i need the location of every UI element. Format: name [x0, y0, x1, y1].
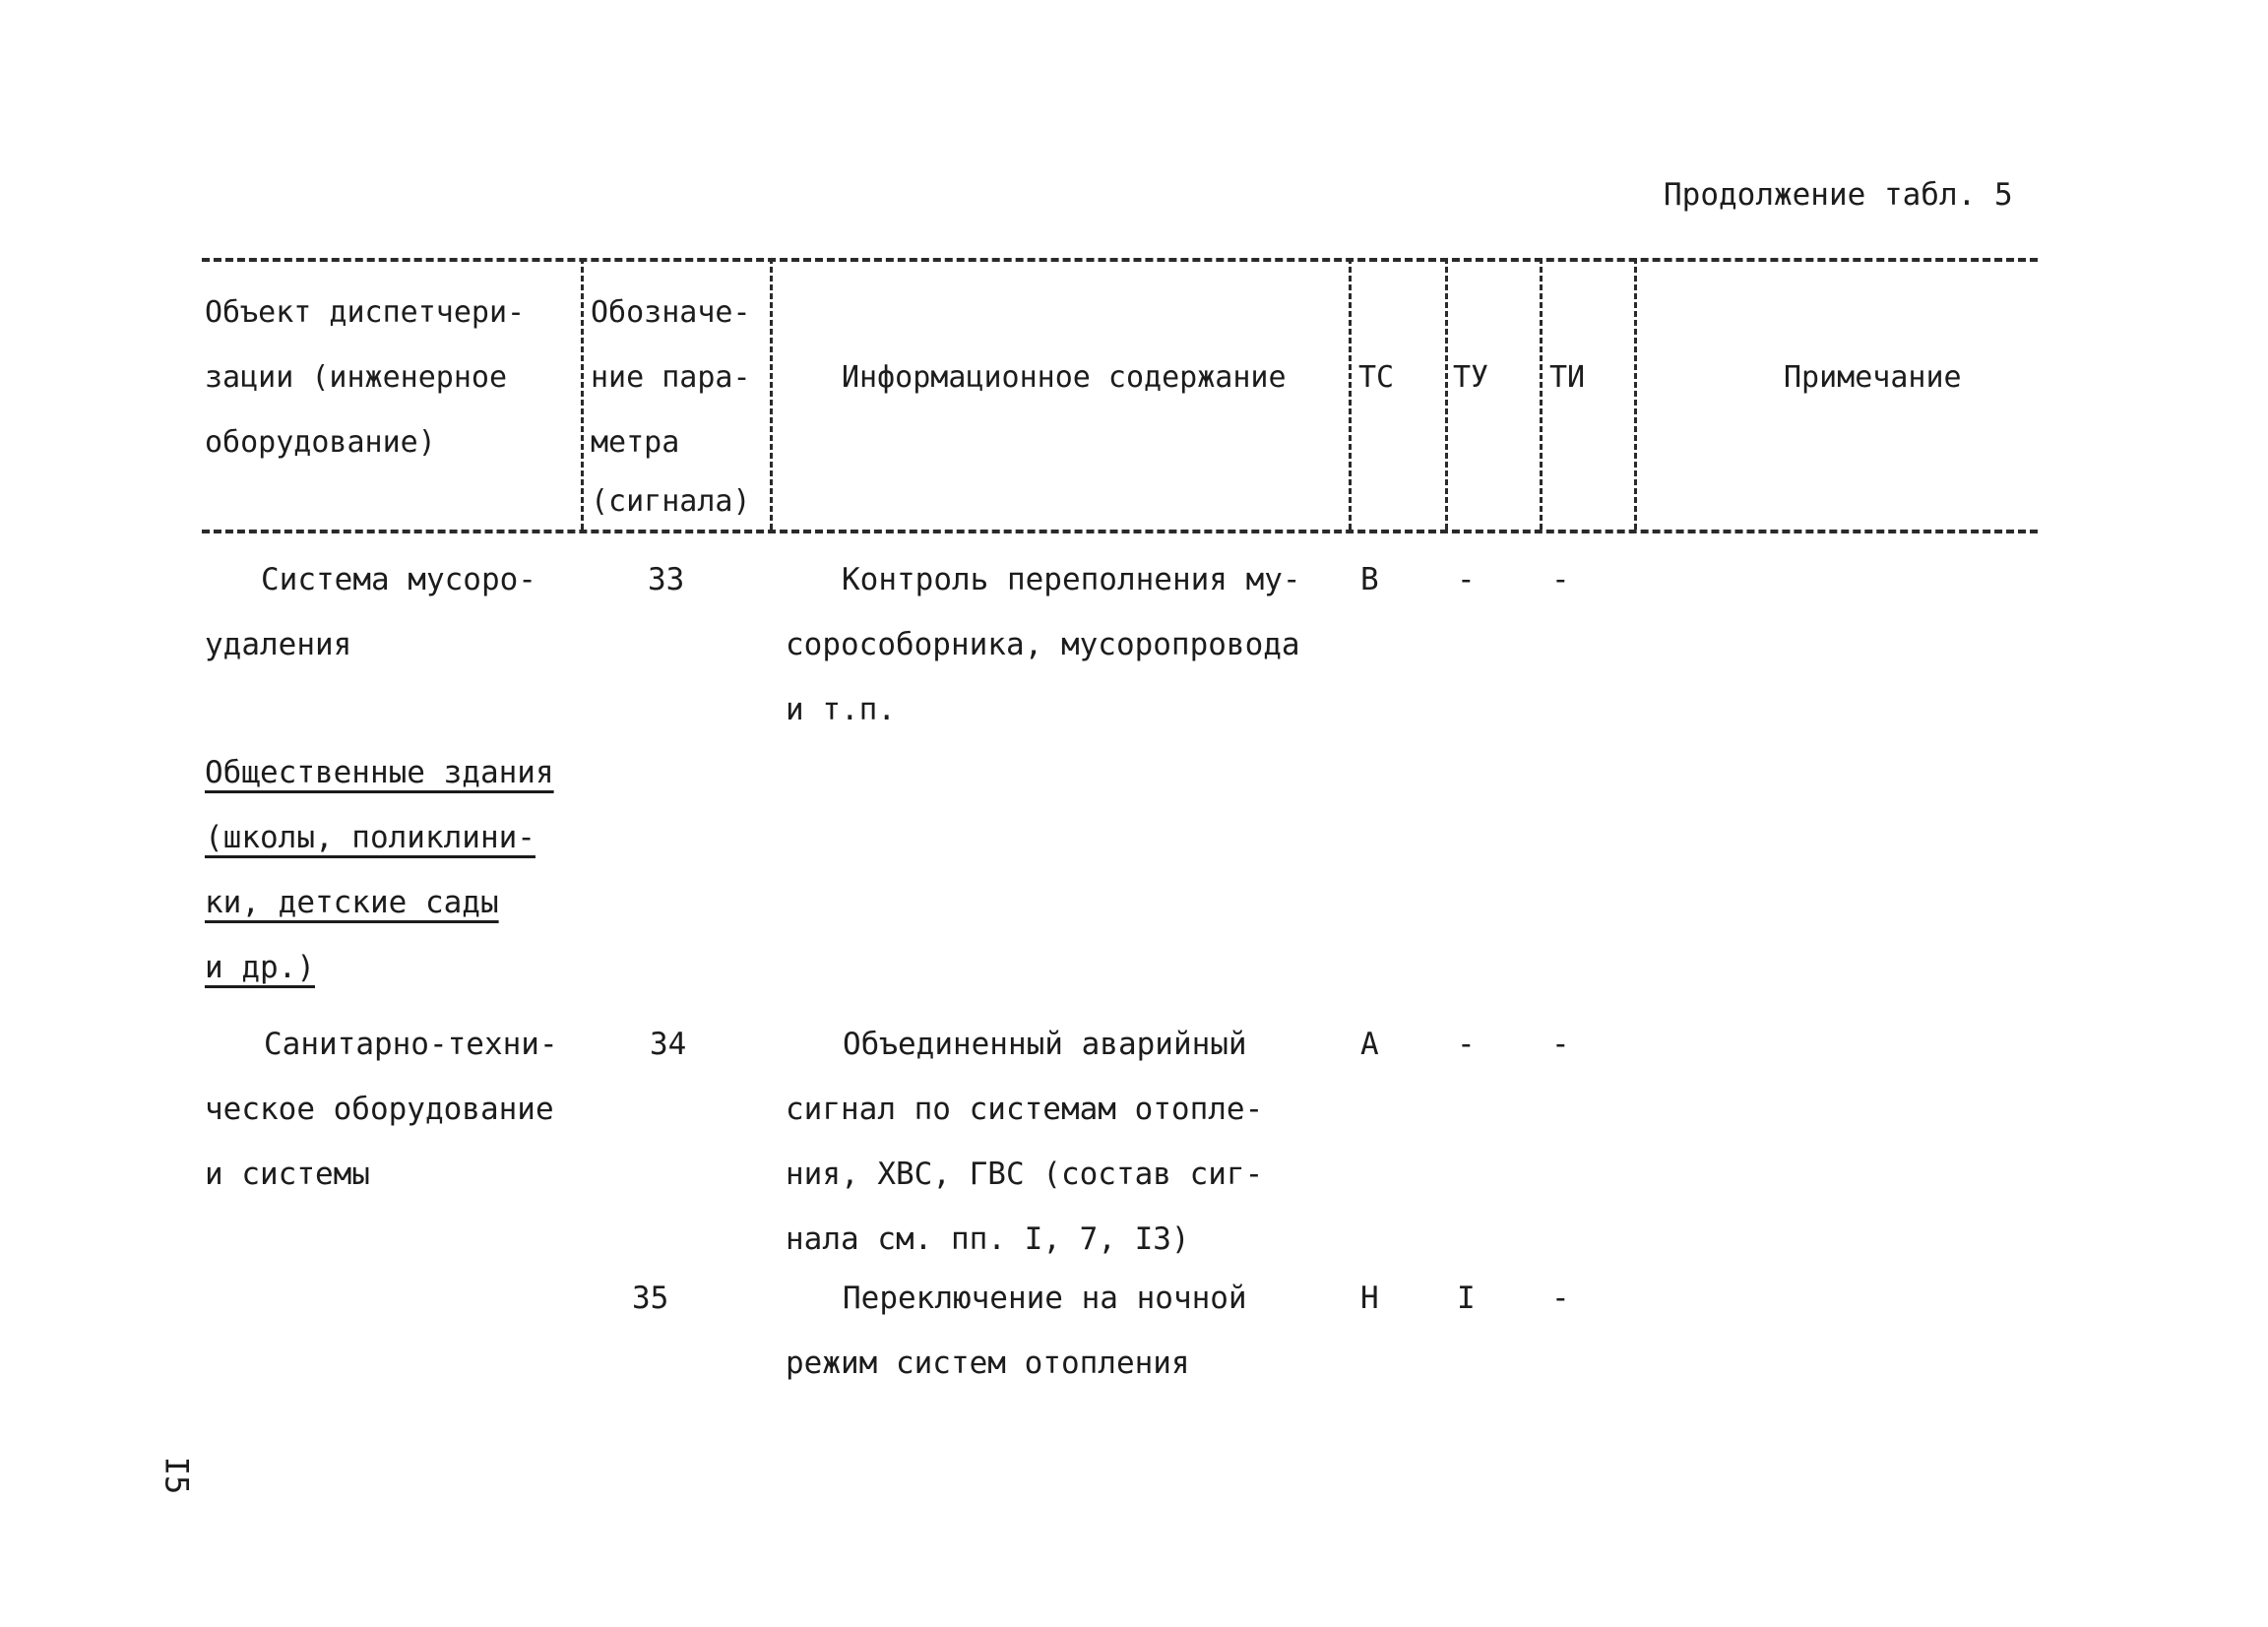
- row-designation: 33: [648, 562, 685, 597]
- row-tc: В: [1360, 562, 1379, 597]
- row-content-line: Переключение на ночной: [843, 1281, 1247, 1316]
- header-tu: ТУ: [1453, 360, 1489, 395]
- section-heading-line: (школы, поликлини-: [205, 820, 536, 855]
- row-tc: Н: [1360, 1281, 1379, 1316]
- row-object-line: ческое оборудование: [205, 1092, 554, 1127]
- row-object-line: удаления: [205, 627, 352, 662]
- row-ti: -: [1551, 562, 1570, 597]
- header-object-line: Объект диспетчери-: [205, 295, 526, 330]
- table-header-bottom-border: [202, 530, 2038, 533]
- header-object-line: зации (инженерное: [205, 360, 508, 395]
- header-content: Информационное содержание: [842, 360, 1287, 395]
- continuation-label: Продолжение табл. 5: [1664, 177, 2013, 213]
- row-content-line: режим систем отопления: [786, 1345, 1190, 1381]
- header-object-line: оборудование): [205, 425, 436, 460]
- row-tc: А: [1360, 1027, 1379, 1062]
- row-tu: I: [1457, 1281, 1476, 1316]
- column-divider: [1349, 258, 1352, 530]
- row-object-line: Санитарно-техни-: [264, 1027, 558, 1062]
- header-designation-line: (сигнала): [591, 484, 751, 519]
- row-tu: -: [1457, 1027, 1476, 1062]
- row-content-line: и т.п.: [786, 692, 896, 727]
- page-number: I5: [158, 1456, 196, 1495]
- row-content-line: сорособорника, мусоропровода: [786, 627, 1300, 662]
- row-object-line: и системы: [205, 1157, 370, 1192]
- row-tu: -: [1457, 562, 1476, 597]
- column-divider: [581, 258, 584, 530]
- section-heading-line: Общественные здания: [205, 755, 554, 790]
- header-ti: ТИ: [1549, 360, 1586, 395]
- row-content-line: Контроль переполнения му-: [842, 562, 1301, 597]
- column-divider: [770, 258, 773, 530]
- section-heading-line: и др.): [205, 950, 315, 985]
- row-content-line: ния, ХВС, ГВС (состав сиг-: [786, 1157, 1264, 1192]
- header-note: Примечание: [1784, 360, 1962, 395]
- row-content-line: нала см. пп. I, 7, I3): [786, 1221, 1190, 1257]
- column-divider: [1445, 258, 1448, 530]
- header-designation-line: ние пара-: [591, 360, 751, 395]
- row-ti: -: [1551, 1027, 1570, 1062]
- column-divider: [1540, 258, 1543, 530]
- header-designation-line: Обозначе-: [591, 295, 751, 330]
- row-content-line: Объединенный аварийный: [843, 1027, 1247, 1062]
- row-designation: 35: [632, 1281, 669, 1316]
- section-heading-line: ки, детские сады: [205, 885, 499, 920]
- row-object-line: Система мусоро-: [261, 562, 536, 597]
- column-divider: [1634, 258, 1637, 530]
- row-ti: -: [1551, 1281, 1570, 1316]
- table-top-border: [202, 258, 2038, 262]
- row-content-line: сигнал по системам отопле-: [786, 1092, 1264, 1127]
- header-tc: ТС: [1358, 360, 1395, 395]
- row-designation: 34: [650, 1027, 687, 1062]
- header-designation-line: метра: [591, 425, 680, 460]
